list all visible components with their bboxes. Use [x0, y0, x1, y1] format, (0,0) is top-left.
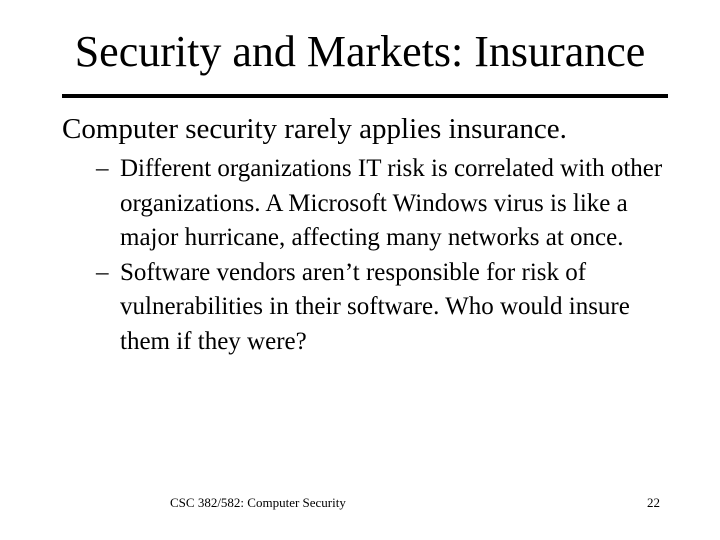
bullet-text: Different organizations IT risk is correlated with other organizations. A Microsoft Windows virus is like a major hurricane, affecting many networks at once. [120, 155, 663, 251]
bullet-item [0, 152, 680, 256]
bullet-dash: – [96, 155, 109, 182]
main-point: Computer security rarely applies insurance. [62, 113, 567, 145]
bullet-list [0, 152, 720, 359]
title-divider [62, 94, 668, 98]
slide-title: Security and Markets: Insurance [74, 27, 646, 76]
bullet-dash: – [96, 258, 109, 286]
bullet-text: Software vendors aren’t responsible for risk of vulnerabilities in their software. Who would insure them if they were? [120, 258, 630, 355]
bullet-item [0, 256, 680, 360]
page-number: 22 [647, 495, 660, 510]
footer-course: CSC 382/582: Computer Security [170, 495, 346, 510]
